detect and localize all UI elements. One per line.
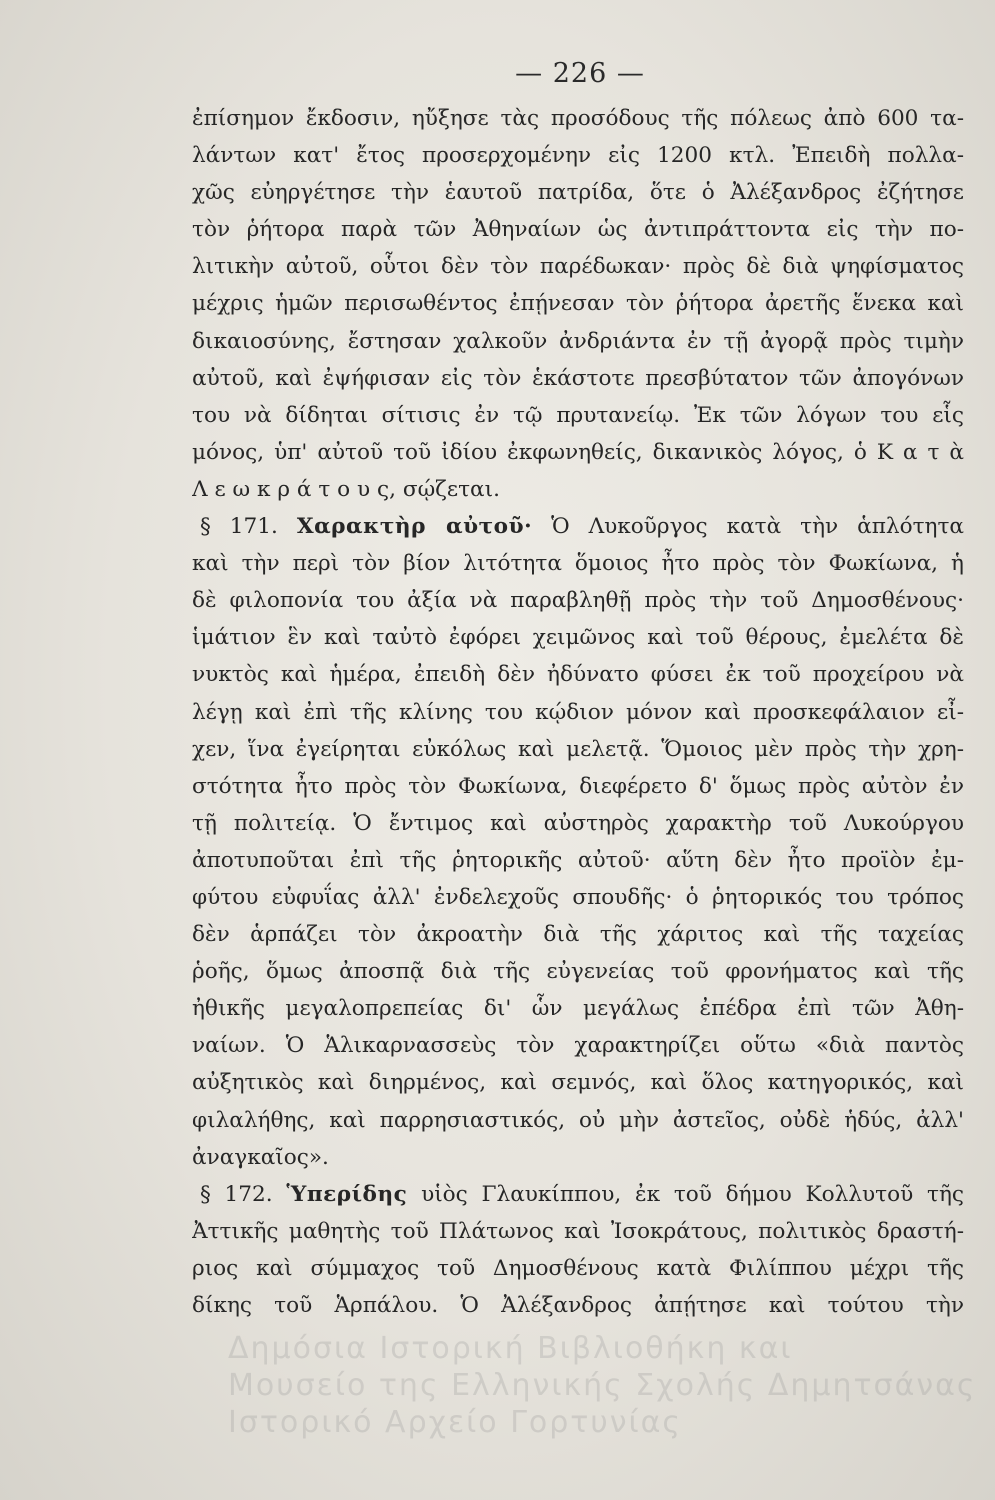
section-heading: Χαρακτὴρ αὐτοῦ· (296, 514, 533, 540)
text-line: τῇ πολιτείᾳ. Ὁ ἔντιμος καὶ αὐστηρὸς χαρακτὴρ τοῦ Λυκούργου (192, 810, 964, 836)
watermark-line: Ιστορικό Αρχείο Γορτυνίας (228, 1405, 683, 1440)
watermark-line: Μουσείο της Ελληνικής Σχολής Δημητσάνας (228, 1368, 977, 1403)
page-number: — 226 — (515, 58, 645, 89)
text-line: χεν, ἵνα ἐγείρηται εὐκόλως καὶ μελετᾷ. Ὅμοιος μὲν πρὸς τὴν χρη- (192, 736, 964, 762)
text-line: λέγῃ καὶ ἐπὶ τῆς κλίνης του κῴδιον μόνον καὶ προσκεφάλαιον εἶ- (192, 699, 964, 725)
section-text: Ὁ Λυκοῦργος κατὰ τὴν ἁπλότητα (551, 514, 964, 540)
text-line: Ἀττικῆς μαθητὴς τοῦ Πλάτωνος καὶ Ἰσοκράτους, πολιτικὸς δραστή- (192, 1218, 964, 1244)
text-line: καὶ τὴν περὶ τὸν βίον λιτότητα ὅμοιος ἦτο πρὸς τὸν Φωκίωνα, ἡ (192, 551, 964, 577)
section-number: § 171. (200, 514, 278, 540)
section-172-line (192, 1176, 964, 1213)
text-line: ἱμάτιον ἓν καὶ ταὐτὸ ἐφόρει χειμῶνος καὶ τοῦ θέρους, ἐμελέτα δὲ (192, 625, 964, 651)
text-line: δὲν ἁρπάζει τὸν ἀκροατὴν διὰ τῆς χάριτος καὶ τῆς ταχείας (192, 922, 964, 948)
text-line: ἀποτυποῦται ἐπὶ τῆς ῥητορικῆς αὐτοῦ· αὕτη δὲν ἦτο προϊὸν ἐμ- (192, 847, 964, 873)
text-line: μόνος, ὑπ' αὐτοῦ τοῦ ἰδίου ἐκφωνηθείς, δικανικὸς λόγος, ὁ Κ α τ ὰ (192, 439, 964, 465)
text-line: δικαιοσύνης, ἔστησαν χαλκοῦν ἀνδριάντα ἐν τῇ ἀγορᾷ πρὸς τιμὴν (192, 328, 964, 354)
text-line: ῥοῆς, ὅμως ἀποσπᾷ διὰ τῆς εὐγενείας τοῦ φρονήματος καὶ τῆς (192, 959, 964, 985)
text-line: τὸν ῥήτορα παρὰ τῶν Ἀθηναίων ὡς ἀντιπράττοντα εἰς τὴν πο- (192, 217, 964, 243)
library-watermark (228, 1330, 988, 1441)
section-number: § 172. (200, 1181, 273, 1207)
watermark-line: Δημόσια Ιστορική Βιβλιοθήκη και (228, 1331, 793, 1366)
text-line: ἀναγκαῖος». (192, 1144, 329, 1170)
text-line: φιλαλήθης, καὶ παρρησιαστικός, οὐ μὴν ἀστεῖος, οὐδὲ ἡδύς, ἀλλ' (192, 1107, 964, 1133)
section-heading: Ὑπερίδης (286, 1181, 408, 1207)
text-line: ἐπίσημον ἔκδοσιν, ηὔξησε τὰς προσόδους τῆς πόλεως ἀπὸ 600 τα- (192, 106, 964, 131)
text-line: του νὰ δίδηται σίτισις ἐν τῷ πρυτανείῳ. Ἐκ τῶν λόγων του εἷς (192, 402, 964, 428)
text-line: μέχρις ἡμῶν περισωθέντος ἐπῄνεσαν τὸν ῥήτορα ἀρετῆς ἕνεκα καὶ (192, 291, 964, 317)
body-text (192, 100, 964, 1324)
text-line: αὐξητικὸς καὶ διηρμένος, καὶ σεμνός, καὶ ὅλος κατηγορικός, καὶ (192, 1070, 964, 1096)
text-line: στότητα ἦτο πρὸς τὸν Φωκίωνα, διεφέρετο δ' ὅμως πρὸς αὐτὸν ἐν (192, 773, 964, 799)
text-line: λάντων κατ' ἔτος προσερχομένην εἰς 1200 κτλ. Ἐπειδὴ πολλα- (192, 143, 964, 169)
text-line: φύτου εὐφυΐας ἀλλ' ἐνδελεχοῦς σπουδῆς· ὁ ῥητορικός του τρόπος (192, 884, 964, 910)
text-line: δίκης τοῦ Ἁρπάλου. Ὁ Ἀλέξανδρος ἀπῄτησε καὶ τούτου τὴν (192, 1293, 964, 1318)
text-line: Λ ε ω κ ρ ά τ ο υ ς, σῴζεται. (192, 476, 500, 502)
text-line: δὲ φιλοπονία του ἀξία νὰ παραβληθῇ πρὸς τὴν τοῦ Δημοσθένους· (192, 588, 964, 614)
text-line: ἠθικῆς μεγαλοπρεπείας δι' ὧν μεγάλως ἐπέδρα ἐπὶ τῶν Ἀθη- (192, 996, 964, 1022)
text-line: ριος καὶ σύμμαχος τοῦ Δημοσθένους κατὰ Φιλίππου μέχρι τῆς (192, 1255, 964, 1281)
text-line: χῶς εὐηργέτησε τὴν ἑαυτοῦ πατρίδα, ὅτε ὁ Ἀλέξανδρος ἐζήτησε (192, 180, 964, 206)
text-line: αὐτοῦ, καὶ ἐψήφισαν εἰς τὸν ἑκάστοτε πρεσβύτατον τῶν ἀπογόνων (192, 365, 964, 391)
text-line: λιτικὴν αὐτοῦ, οὗτοι δὲν τὸν παρέδωκαν· πρὸς δὲ διὰ ψηφίσματος (192, 254, 964, 280)
text-line: νυκτὸς καὶ ἡμέρα, ἐπειδὴ δὲν ἠδύνατο φύσει ἐκ τοῦ προχείρου νὰ (192, 662, 964, 688)
text-line: ναίων. Ὁ Ἁλικαρνασσεὺς τὸν χαρακτηρίζει οὕτω «διὰ παντὸς (192, 1033, 964, 1059)
section-text: υἱὸς Γλαυκίππου, ἐκ τοῦ δήμου Κολλυτοῦ τῆς (421, 1181, 964, 1207)
section-171-line (192, 508, 964, 545)
